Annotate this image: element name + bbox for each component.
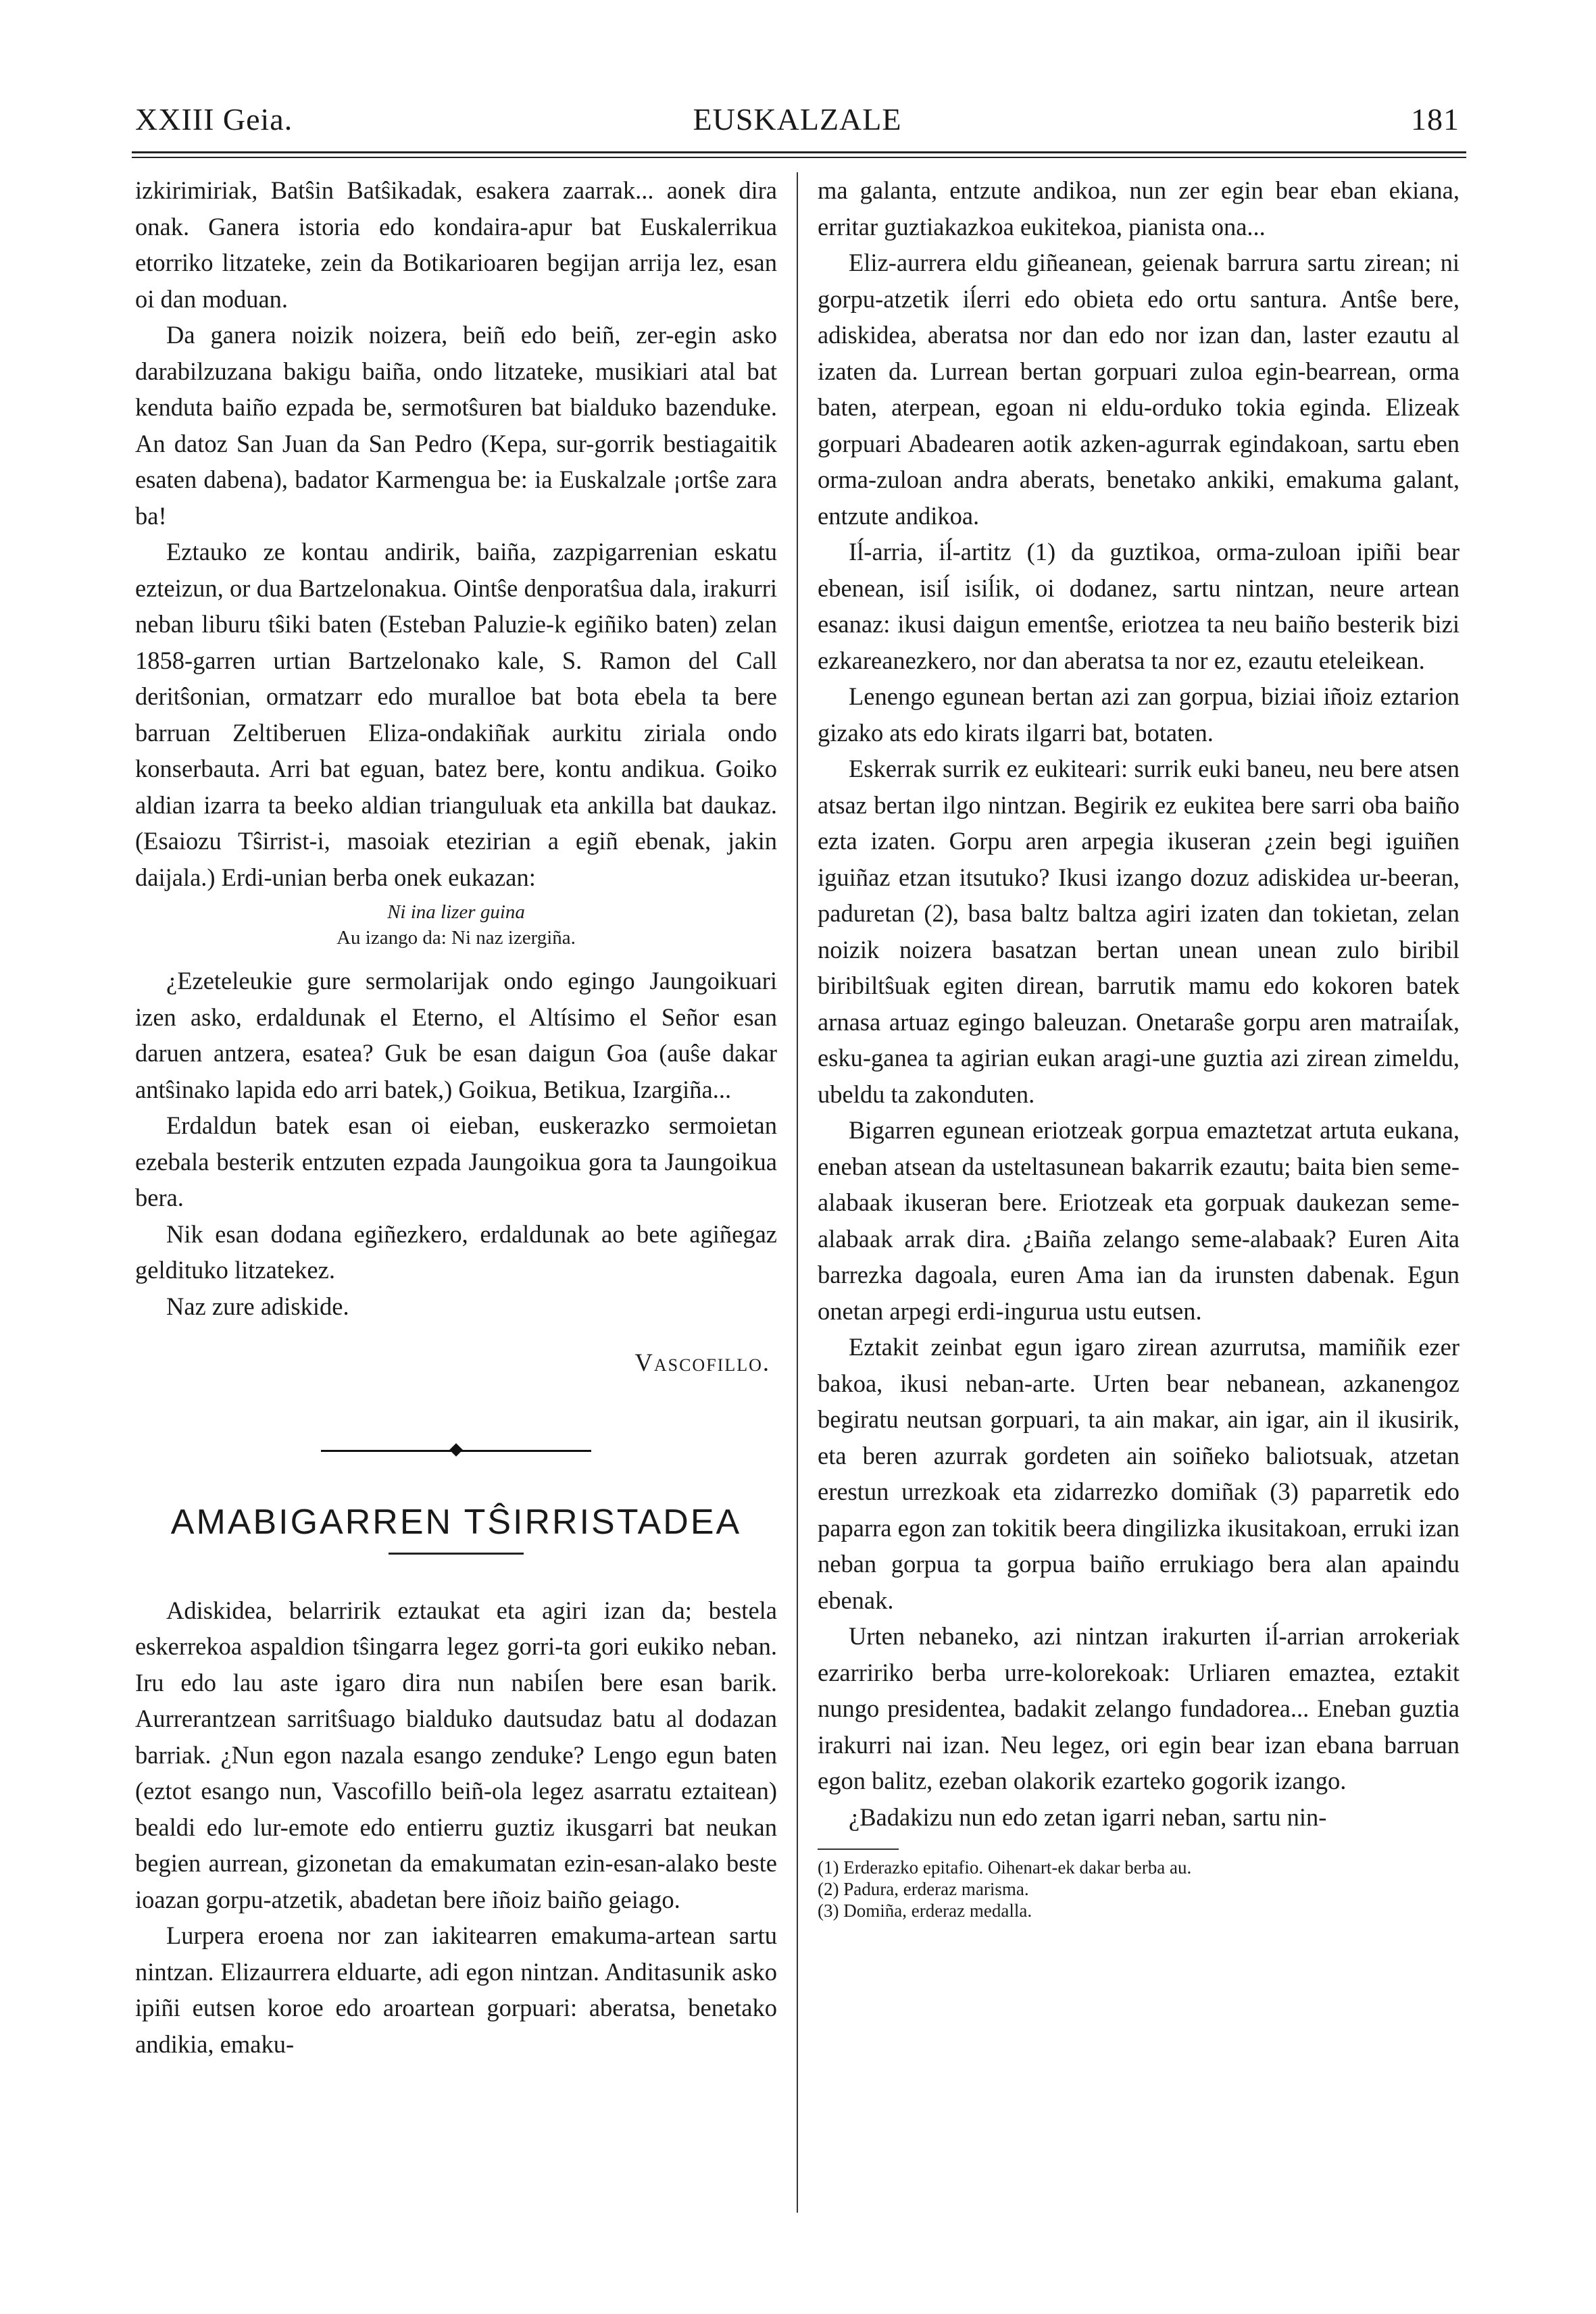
footnote-1: (1) Erderazko epitafio. Oihenart-ek dakar berba au. bbox=[818, 1857, 1192, 1878]
paragraph: Nik esan dodana egiñezkero, erdaldunak ao bete agiñegaz geldituko litzatekez. bbox=[135, 1219, 777, 1284]
paragraph: Eliz-aurrera eldu giñeanean, geienak barrura sartu zirean; ni gorpu-atzetik iĺerri edo obieta edo ortu santura. Antŝe bere, adiskidea, aberatsa nor dan edo nor izan dan, laster ezautu al izaten da. Lurrean bertan gorpuari zuloa egin-bearrean, orma baten, aterpean, egoan ni eldu-orduko tokia eginda. Elizeak gorpuari Abadearen aotik azken-agurrak egindakoan, sartu eben orma-zuloan andra aberats, benetako ankiki, emakuma galant, entzute andikoa. bbox=[818, 249, 1460, 530]
paragraph: Lurpera eroena nor zan iakitearren emakuma-artean sartu nintzan. Elizaurrera elduarte, adi egon nintzan. Anditasunik asko ipiñi eutsen koroe edo aroartean gorpuari: aberatsa, benetako andikia, emaku- bbox=[135, 1921, 777, 2058]
paragraph: Urten nebaneko, azi nintzan irakurten iĺ-arrian arrokeriak ezarririko berba urre-kolorekoak: Urliaren emaztea, eztakit nungo presidentea, badakit zelango fundadorea... Eneban guztia irakurri nai izan. Neu legez, ori egin bear izan ebana barruan egon balitz, ezeban olakorik ezarteko gogorik izango. bbox=[818, 1622, 1460, 1794]
paragraph: izkirimiriak, Batŝin Batŝikadak, esakera zaarrak... aonek dira onak. Ganera istoria edo kondaira-apur bat Euskalerrikua etorriko litzateke, zein da Botikarioaren begijan arrija lez, esan oi dan moduan. bbox=[135, 176, 777, 313]
paragraph: Eztauko ze kontau andirik, baiña, zazpigarrenian eskatu ezteizun, or dua Bartzelonakua. Ointŝe denporatŝua dala, irakurri neban liburu tŝiki baten (Esteban Paluzie-k egiñiko baten) zelan 1858-garren urtian Bartzelonako kale, S. Ramon del Call deritŝonian, ormatzarr edo muralloe bat bota ebela ta bere barruan Zeltiberuen Eliza-ondakiñak aurkitu ziriala ondo konserbauta. Arri bat eguan, batez bere, kontu andikua. Goiko aldian izarra ta beeko aldian trianguluak eta ankilla bat daukaz. (Esaiozu Tŝirrist-i, masoiak etezirian a egiñ ebenak, jakin daijala.) Erdi-unian berba onek eukazan: bbox=[135, 538, 777, 891]
signature: Vascofillo. bbox=[634, 1349, 770, 1376]
paragraph: ¿Badakizu nun edo zetan igarri neban, sartu nin- bbox=[849, 1803, 1327, 1831]
header-rule-thin bbox=[132, 157, 1466, 158]
paragraph: Bigarren egunean eriotzeak gorpua emaztetzat artuta eukana, eneban atsean da usteltasunean bakarrik ezautu; baita bien seme-alabaak ikuseran bere. Eriotzeak eta gorpuak daukezan seme-alabaak arrak dira. ¿Baiña zelango seme-alabaak? Euren Aita barrezka dagoala, euren Ama ian da irunsten dabenak. Egun onetan arpegi erdi-ingurua ustu eutsen. bbox=[818, 1116, 1460, 1325]
header-rule-thick bbox=[132, 151, 1466, 153]
inscription-translation: Au izango da: Ni naz izergiña. bbox=[336, 927, 576, 949]
closing-line: Naz zure adiskide. bbox=[166, 1292, 349, 1320]
column-divider bbox=[797, 172, 798, 2213]
publication-title: EUSKALZALE bbox=[693, 102, 902, 136]
footnote-3: (3) Domiña, erderaz medalla. bbox=[818, 1901, 1032, 1921]
paragraph: Eskerrak surrik ez eukiteari: surrik euki baneu, neu bere atsen atsaz bertan ilgo nintzan. Begirik ez eukitea bere sarri oba baiño ezta izaten. Gorpu aren arpegia ikuseran ¿zein begi iguiñen iguiñaz etzan itsutuko? Ikusi izango dozuz adiskidea ur-beeran, paduretan (2), basa baltz baltza agiri izaten dan tokietan, zelan noizik noizera basatzan bertan unean unean zulo biribil biribiltŝuak egiten direan, barrutik mamu edo kokoren batek arnasa artuaz egingo baleuzan. Onetaraŝe gorpu aren matraiĺak, esku-ganea ta agirian eukan aragi-une guztia azi zirean zimeldu, ubeldu ta zakonduten. bbox=[818, 755, 1460, 1108]
page-number: 181 bbox=[1411, 102, 1460, 136]
footnotes bbox=[818, 1857, 1460, 1921]
paragraph: Adiskidea, belarririk eztaukat eta agiri izan da; bestela eskerrekoa aspaldion tŝingarra legez gorri-ta gori eukiko neban. Iru edo lau aste igaro dira nun nabiĺen bere esan barik. Aurrerantzean sarritŝuago bialduko dautsudaz batu al dodazan barriak. ¿Nun egon nazala esango zenduke? Lengo egun baten (eztot esango nun, Vascofillo beiñ-ola legez asarratu eztaitean) bealdi edo lur-emote edo entierru guztiz ikusgarri bat neukan begien aurrean, gizonetan da emakumatan ezin-esan-alako beste ioazan gorpu-atzetik, abadetan bere iñoiz baiño geiago. bbox=[135, 1596, 777, 1913]
paragraph: ma galanta, entzute andikoa, nun zer egin bear eban ekiana, erritar guztiakazkoa eukitekoa, pianista ona... bbox=[818, 176, 1460, 241]
footnote-rule bbox=[818, 1848, 899, 1850]
left-column bbox=[135, 172, 777, 2062]
paragraph: Erdaldun batek esan oi eieban, euskerazko sermoietan ezebala besterik entzuten ezpada Jaungoikua gora ta Jaungoikua bera. bbox=[135, 1111, 777, 1211]
inscription-quote bbox=[135, 899, 777, 951]
inscription-line: Ni ina lizer guina bbox=[387, 901, 525, 923]
paragraph: Da ganera noizik noizera, beiñ edo beiñ, zer-egin asko darabilzuzana bakigu baiña, ondo litzateke, musikiari atal bat kenduta baiño ezpada be, sermotŝuren bat bialduko bazenduke. An datoz San Juan da San Pedro (Kepa, sur-gorrik bestiagaitik esaten dabena), badator Karmengua be: ia Euskalzale ¡ortŝe zara ba! bbox=[135, 321, 777, 530]
footnote-2: (2) Padura, erderaz marisma. bbox=[818, 1879, 1029, 1899]
paragraph: Iĺ-arria, iĺ-artitz (1) da guztikoa, orma-zuloan ipiñi bear ebenean, isiĺ isiĺik, oi dodanez, sartu nintzan, neure artean esanaz: ikusi daigun ementŝe, eriotzea ta neu baiño besterik bizi ezkareanezkero, nor dan aberatsa ta nor ez, ezautu eteleikean. bbox=[818, 538, 1460, 674]
diamond-icon bbox=[449, 1443, 463, 1457]
ornament-divider bbox=[135, 1431, 777, 1472]
paragraph: ¿Ezeteleukie gure sermolarijak ondo egingo Jaungoikuari izen asko, erdaldunak el Eterno, el Altísimo el Señor esan daruen antzera, esatea? Guk be esan daigun Goa (auŝe dakar antŝinako lapida edo arri batek,) Goikua, Betikua, Izargiña... bbox=[135, 967, 777, 1103]
title-underline bbox=[389, 1553, 524, 1555]
paragraph: Eztakit zeinbat egun igaro zirean azurrutsa, mamiñik ezer bakoa, ikusi neban-arte. Urten bear nebanean, azkanengoz begiratu neutsan gorpuari, ta ain makar, ain igar, ain il ikusirik, eta beren azurrak gordeten ain soiñeko baliotsuak, atzetan erestun urrezkoak eta zidarrezko domiñak (3) paparretik edo paparra egon zan tokitik beera dingilizka ikusitakoan, erruki izan neban gorpua ta gorpua baiño errukiago bera alan apaindu ebenak. bbox=[818, 1333, 1460, 1614]
page-header bbox=[135, 101, 1460, 142]
paragraph: Lenengo egunean bertan azi zan gorpua, biziai iñoiz eztarion gizako ats edo kirats ilgarri bat, botaten. bbox=[818, 682, 1460, 747]
volume-label: XXIII Geia. bbox=[135, 102, 293, 136]
section-title: AMABIGARREN TŜIRRISTADEA bbox=[170, 1502, 742, 1542]
right-column bbox=[818, 172, 1460, 1921]
